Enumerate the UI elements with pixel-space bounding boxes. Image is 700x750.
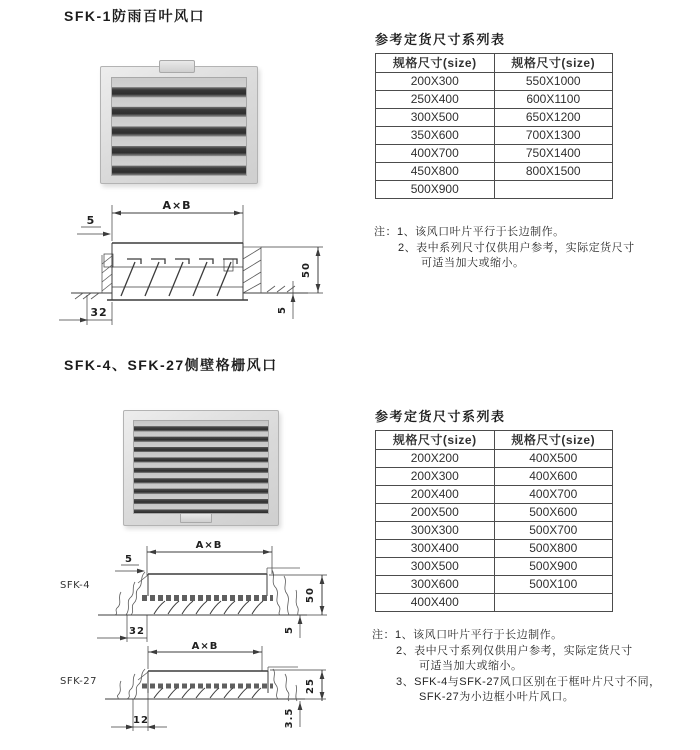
- size-cell: 500X900: [494, 558, 613, 576]
- louver-slats: [111, 77, 247, 176]
- size-cell: 200X500: [376, 504, 495, 522]
- table-row: [376, 468, 613, 486]
- note-line: 2、表中系列尺寸仅供用户参考，实际定货尺寸: [398, 241, 635, 254]
- notes-section-1: [374, 225, 684, 272]
- drawing-label: SFK-27: [60, 676, 97, 687]
- dim-label-depth: 50: [305, 587, 316, 603]
- size-cell: 200X400: [376, 486, 495, 504]
- column-header: 规格尺寸(size): [494, 431, 613, 450]
- size-cell: 200X200: [376, 450, 495, 468]
- section2-title: SFK-4、SFK-27侧壁格栅风口: [64, 357, 278, 373]
- dim-label-depth: 25: [305, 678, 316, 694]
- size-cell: 800X1500: [494, 163, 613, 181]
- note-line: 可适当加大或缩小。: [419, 660, 523, 672]
- notes-section-2: [372, 628, 692, 706]
- dim-label-flange: 32: [129, 626, 145, 637]
- column-header: 规格尺寸(size): [376, 54, 495, 73]
- size-cell: 200X300: [376, 73, 495, 91]
- size-cell: 300X300: [376, 522, 495, 540]
- dim-label-offset: 5: [125, 554, 133, 565]
- size-cell: 650X1200: [494, 109, 613, 127]
- size-cell: 500X900: [376, 181, 495, 199]
- size-cell: 550X1000: [494, 73, 613, 91]
- size-cell: 600X1100: [494, 91, 613, 109]
- table-header-row: [376, 431, 613, 450]
- note-line: SFK-27为小边框小叶片风口。: [419, 691, 575, 703]
- table-row: [376, 73, 613, 91]
- size-cell: 500X600: [494, 504, 613, 522]
- louver-vent-photo: [100, 66, 258, 184]
- grille-slats: [133, 420, 269, 514]
- table-row: [376, 558, 613, 576]
- grille-vent-photo: [123, 410, 279, 526]
- table-row: [376, 504, 613, 522]
- dim-label-flange: 12: [133, 715, 149, 726]
- note-line: 注：1、该风口叶片平行于长边制作。: [374, 226, 565, 238]
- table-row: [376, 540, 613, 558]
- size-cell: [494, 181, 613, 199]
- table-header-row: [376, 54, 613, 73]
- size-cell: 350X600: [376, 127, 495, 145]
- note-line: 注：1、该风口叶片平行于长边制作。: [372, 629, 563, 641]
- size-cell: 450X800: [376, 163, 495, 181]
- table-row: [376, 450, 613, 468]
- sfk1-section-drawing: [55, 193, 365, 340]
- table-row: [376, 145, 613, 163]
- column-header: 规格尺寸(size): [376, 431, 495, 450]
- dim-label-width: A×B: [162, 199, 192, 212]
- size-cell: 200X300: [376, 468, 495, 486]
- table-row: [376, 522, 613, 540]
- section1-title: SFK-1防雨百叶风口: [64, 8, 205, 24]
- dim-label-protrusion: 5: [277, 306, 288, 314]
- vent-mounting-tab: [159, 60, 195, 73]
- size-cell: 300X500: [376, 558, 495, 576]
- size-cell: 500X700: [494, 522, 613, 540]
- dim-label-protrusion: 3.5: [284, 707, 295, 729]
- size-cell: 400X400: [376, 594, 495, 612]
- table-row: [376, 163, 613, 181]
- size-cell: 400X700: [494, 486, 613, 504]
- table-caption: 参考定货尺寸系列表: [375, 32, 506, 47]
- note-line: 可适当加大或缩小。: [421, 257, 525, 269]
- column-header: 规格尺寸(size): [494, 54, 613, 73]
- size-cell: 400X700: [376, 145, 495, 163]
- table-row: [376, 127, 613, 145]
- note-line: 3、SFK-4与SFK-27风口区别在于框叶片尺寸不同，: [396, 675, 661, 688]
- size-cell: 750X1400: [494, 145, 613, 163]
- sfk4-section-drawing: [55, 538, 345, 646]
- table-row: [376, 576, 613, 594]
- sfk27-section-drawing: [55, 641, 345, 750]
- size-cell: 250X400: [376, 91, 495, 109]
- size-cell: 500X100: [494, 576, 613, 594]
- dim-label-depth: 50: [301, 262, 312, 278]
- size-cell: 400X600: [494, 468, 613, 486]
- table-row: [376, 181, 613, 199]
- dim-label-flange: 32: [90, 306, 108, 319]
- table-row: [376, 109, 613, 127]
- size-table-2-block: [375, 406, 615, 612]
- table-row: [376, 91, 613, 109]
- size-cell: 500X800: [494, 540, 613, 558]
- note-line: 2、表中尺寸系列仅供用户参考，实际定货尺寸: [396, 644, 633, 657]
- dim-label-protrusion: 5: [284, 626, 295, 634]
- table-row: [376, 486, 613, 504]
- size-table-1: [375, 53, 613, 199]
- dim-label-offset: 5: [86, 214, 96, 227]
- drawing-label: SFK-4: [60, 580, 91, 591]
- table-caption: 参考定货尺寸系列表: [375, 409, 506, 424]
- table-row: [376, 594, 613, 612]
- dim-label-width: A×B: [195, 540, 223, 551]
- size-table-2: [375, 430, 613, 612]
- dim-label-width: A×B: [191, 641, 219, 652]
- size-cell: 300X600: [376, 576, 495, 594]
- size-table-1-block: [375, 29, 615, 199]
- grille-mounting-tab: [180, 513, 212, 523]
- size-cell: 400X500: [494, 450, 613, 468]
- size-cell: 300X400: [376, 540, 495, 558]
- size-cell: 300X500: [376, 109, 495, 127]
- size-cell: 700X1300: [494, 127, 613, 145]
- size-cell: [494, 594, 613, 612]
